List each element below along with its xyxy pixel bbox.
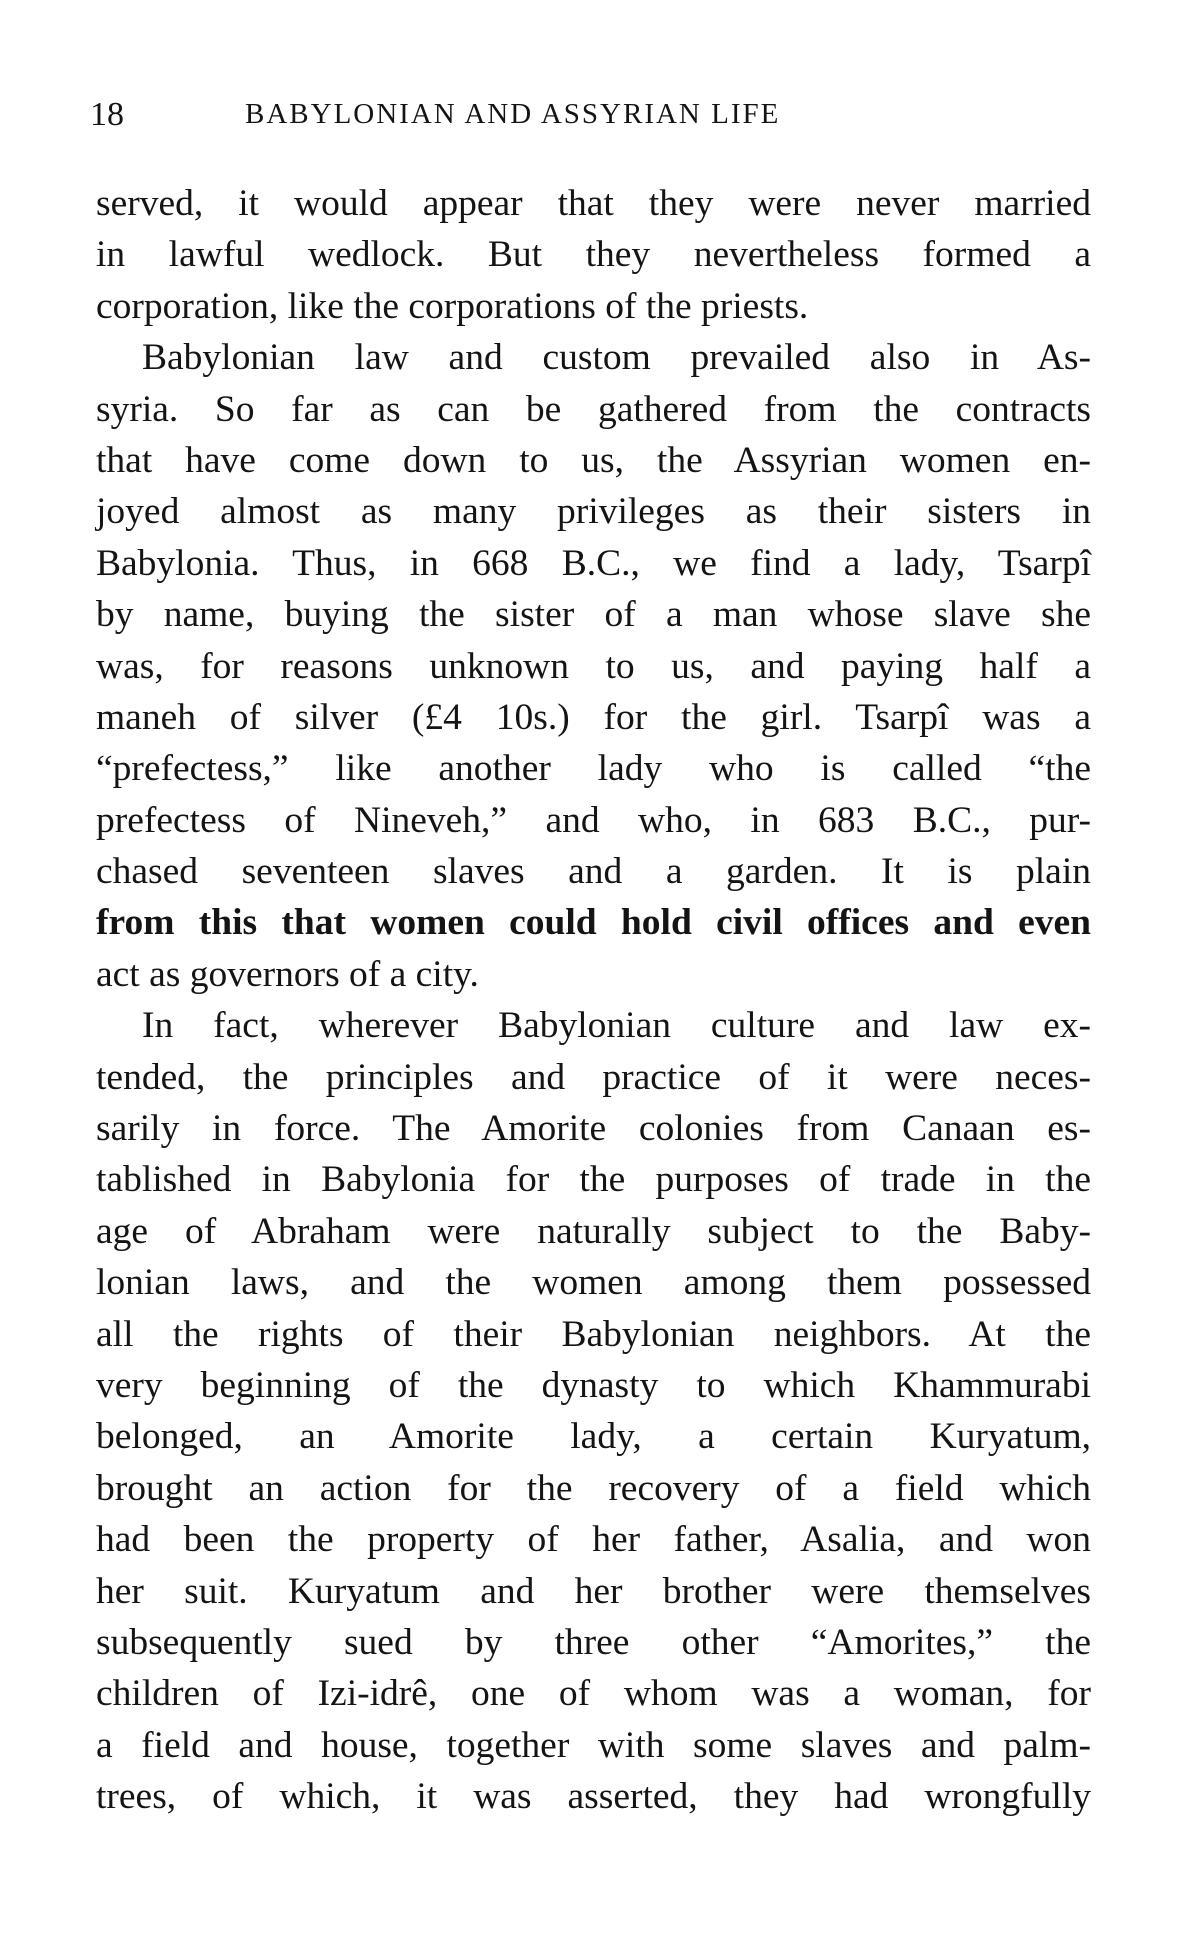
text-line: children of Izi-idrê, one of whom was a woman, for	[96, 1673, 1091, 1715]
text-line: Babylonia. Thus, in 668 B.C., we find a lady, Tsarpî	[96, 542, 1091, 584]
text-line: her suit. Kuryatum and her brother were themselves	[96, 1570, 1091, 1612]
text-line: act as governors of a city.	[96, 953, 479, 995]
body-text	[96, 178, 1091, 1823]
text-line: served, it would appear that they were never married	[96, 183, 1091, 224]
text-line: all the rights of their Babylonian neighbors. At the	[96, 1313, 1091, 1355]
text-line: subsequently sued by three other “Amorites,” the	[96, 1621, 1091, 1663]
text-line: In fact, wherever Babylonian culture and law ex-	[142, 1005, 1091, 1047]
text-line: “prefectess,” like another lady who is called “the	[96, 748, 1091, 790]
text-line: Babylonian law and custom prevailed also in As-	[142, 337, 1091, 379]
text-line: trees, of which, it was asserted, they had wrongfully	[96, 1776, 1091, 1818]
text-line: was, for reasons unknown to us, and paying half a	[96, 645, 1091, 687]
text-line: lonian laws, and the women among them possessed	[96, 1262, 1091, 1304]
text-line: very beginning of the dynasty to which Khammurabi	[96, 1364, 1091, 1406]
page-number: 18	[90, 96, 124, 133]
page-header	[90, 96, 1090, 140]
text-line: brought an action for the recovery of a field which	[96, 1467, 1091, 1509]
text-line: sarily in force. The Amorite colonies from Canaan es-	[96, 1108, 1091, 1150]
running-title: BABYLONIAN AND ASSYRIAN LIFE	[245, 98, 781, 130]
text-line: belonged, an Amorite lady, a certain Kuryatum,	[96, 1416, 1091, 1458]
text-line: that have come down to us, the Assyrian women en-	[96, 439, 1091, 481]
text-line: corporation, like the corporations of the priests.	[96, 285, 809, 327]
text-line: in lawful wedlock. But they nevertheless formed a	[96, 234, 1091, 276]
text-line: by name, buying the sister of a man whose slave she	[96, 594, 1091, 636]
text-line: tablished in Babylonia for the purposes of trade in the	[96, 1159, 1091, 1201]
text-line: from this that women could hold civil offices and even	[96, 902, 1091, 944]
text-line: syria. So far as can be gathered from the contracts	[96, 388, 1091, 430]
text-line: age of Abraham were naturally subject to the Baby-	[96, 1210, 1091, 1252]
text-line: chased seventeen slaves and a garden. It is plain	[96, 851, 1091, 893]
text-line: had been the property of her father, Asalia, and won	[96, 1519, 1091, 1561]
text-line: maneh of silver (£4 10s.) for the girl. Tsarpî was a	[96, 696, 1091, 738]
text-line: tended, the principles and practice of it were neces-	[96, 1056, 1091, 1098]
text-line: joyed almost as many privileges as their sisters in	[96, 491, 1091, 533]
text-line: a field and house, together with some slaves and palm-	[96, 1724, 1091, 1766]
text-line: prefectess of Nineveh,” and who, in 683 B.C., pur-	[96, 799, 1091, 841]
